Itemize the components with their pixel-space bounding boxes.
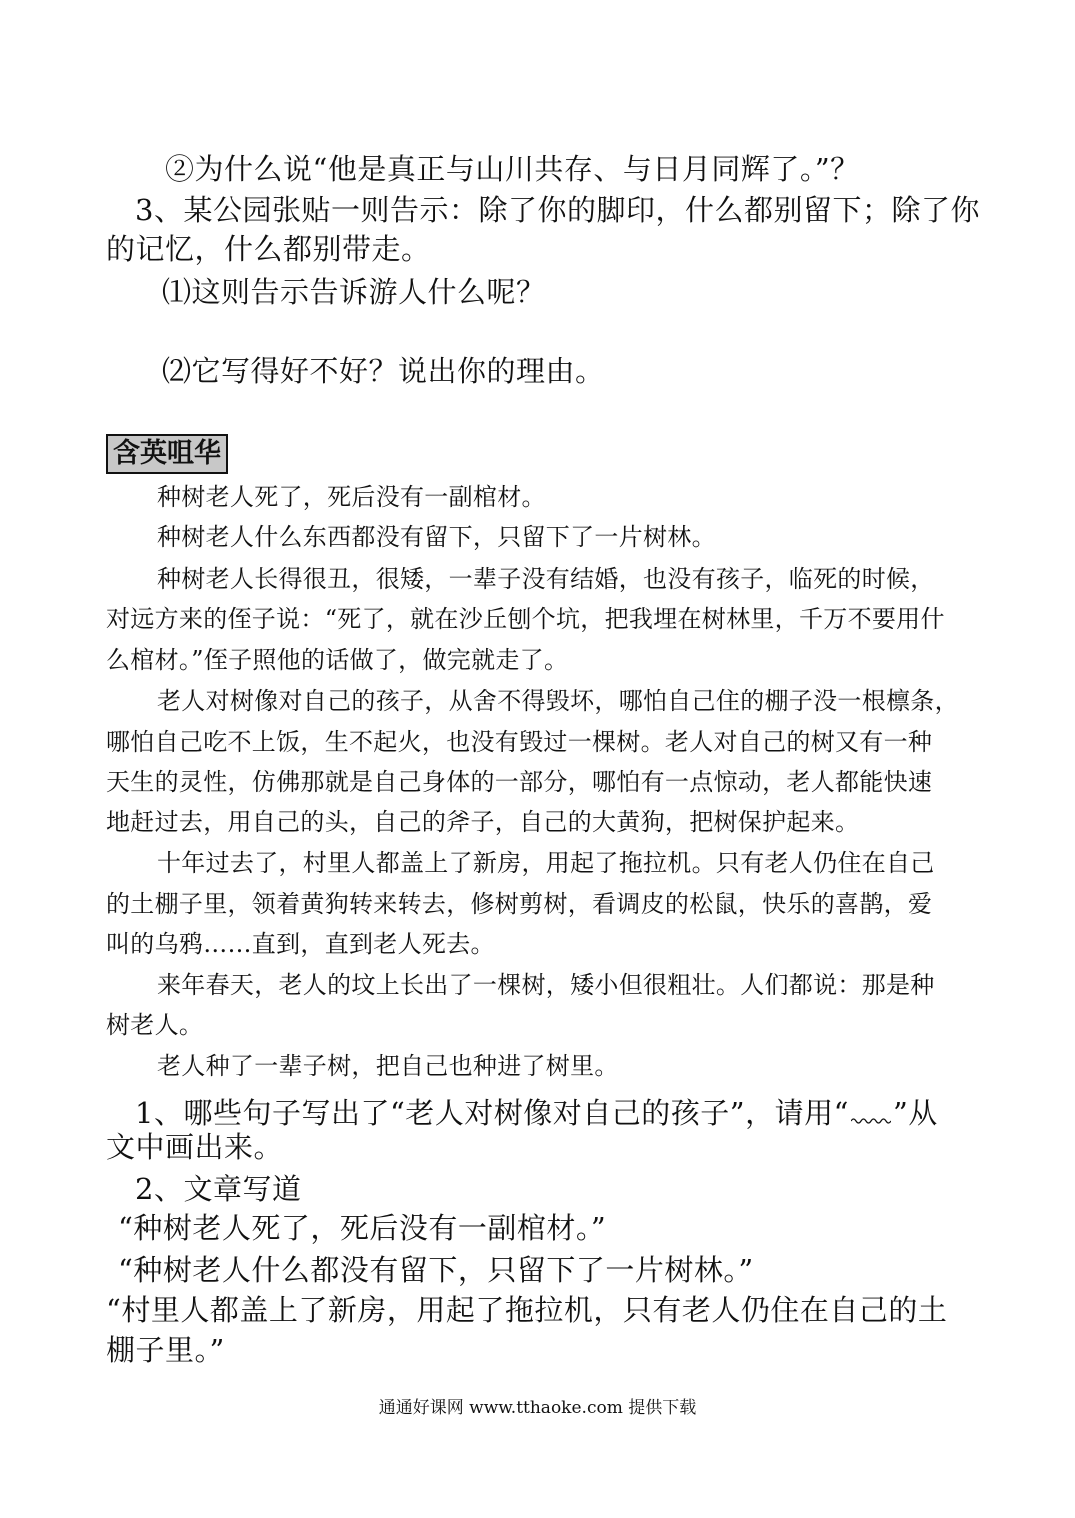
passage-paragraph-3-line-1: 种树老人长得很丑，很矮，一辈子没有结婚，也没有孩子，临死的时候， bbox=[157, 565, 935, 593]
question-3-line-2: 的记忆，什么都别带走。 bbox=[106, 232, 431, 266]
passage-paragraph-2: 种树老人什么东西都没有留下，只留下了一片树林。 bbox=[157, 523, 716, 551]
passage-paragraph-3-line-3: 么棺材。”侄子照他的话做了，做完就走了。 bbox=[106, 646, 569, 674]
question-2-intro: 2、文章写道 bbox=[135, 1172, 302, 1206]
footer-download-note: 通通好课网 www.tthaoke.com 提供下载 bbox=[378, 1398, 697, 1418]
passage-paragraph-5-line-1: 十年过去了，村里人都盖上了新房，用起了拖拉机。只有老人仍住在自己 bbox=[157, 849, 935, 877]
passage-paragraph-5-line-3: 叫的乌鸦……直到，直到老人死去。 bbox=[106, 930, 495, 958]
passage-paragraph-3-line-2: 对远方来的侄子说：“死了，就在沙丘刨个坑，把我埋在树林里，千万不要用什 bbox=[106, 605, 945, 633]
question-3-subquestion-2: ⑵它写得好不好？说出你的理由。 bbox=[162, 354, 605, 388]
question-3-subquestion-1: ⑴这则告示告诉游人什么呢？ bbox=[162, 275, 546, 309]
passage-paragraph-6-line-2: 树老人。 bbox=[106, 1011, 204, 1039]
question-1-text-after: ”从 bbox=[892, 1096, 938, 1130]
wavy-underline-icon bbox=[849, 1094, 893, 1123]
question-2-quote-2: “种树老人什么都没有留下，只留下了一片树林。” bbox=[118, 1253, 754, 1287]
passage-paragraph-4-line-2: 哪怕自己吃不上饭，生不起火，也没有毁过一棵树。老人对自己的树又有一种 bbox=[106, 728, 933, 756]
question-1-line-2: 文中画出来。 bbox=[106, 1130, 284, 1164]
passage-paragraph-4-line-1: 老人对树像对自己的孩子，从舍不得毁坏，哪怕自己住的棚子没一根檩条， bbox=[157, 687, 959, 715]
question-1-line-1 bbox=[135, 1094, 938, 1128]
question-2-quote-3-line-1: “村里人都盖上了新房，用起了拖拉机，只有老人仍住在自己的土 bbox=[106, 1293, 948, 1327]
question-3-2-subquestion: ②为什么说“他是真正与山川共存、与日月同辉了。”？ bbox=[165, 152, 860, 186]
passage-paragraph-7: 老人种了一辈子树，把自己也种进了树里。 bbox=[157, 1052, 619, 1080]
question-1-text-before: 1、哪些句子写出了“老人对树像对自己的孩子”，请用“ bbox=[135, 1096, 849, 1130]
section-heading: 含英咀华 bbox=[106, 434, 228, 474]
passage-paragraph-5-line-2: 的土棚子里，领着黄狗转来转去，修树剪树，看调皮的松鼠，快乐的喜鹊，爱 bbox=[106, 890, 933, 918]
passage-paragraph-1: 种树老人死了，死后没有一副棺材。 bbox=[157, 483, 546, 511]
question-3-line-1: 3、某公园张贴一则告示：除了你的脚印，什么都别留下；除了你 bbox=[135, 193, 980, 227]
passage-paragraph-6-line-1: 来年春天，老人的坟上长出了一棵树，矮小但很粗壮。人们都说：那是种 bbox=[157, 971, 935, 999]
question-2-quote-3-line-2: 棚子里。” bbox=[106, 1333, 225, 1367]
passage-paragraph-4-line-4: 地赶过去，用自己的头，自己的斧子，自己的大黄狗，把树保护起来。 bbox=[106, 808, 860, 836]
question-2-quote-1: “种树老人死了，死后没有一副棺材。” bbox=[118, 1211, 607, 1245]
passage-paragraph-4-line-3: 天生的灵性，仿佛那就是自己身体的一部分，哪怕有一点惊动，老人都能快速 bbox=[106, 768, 933, 796]
